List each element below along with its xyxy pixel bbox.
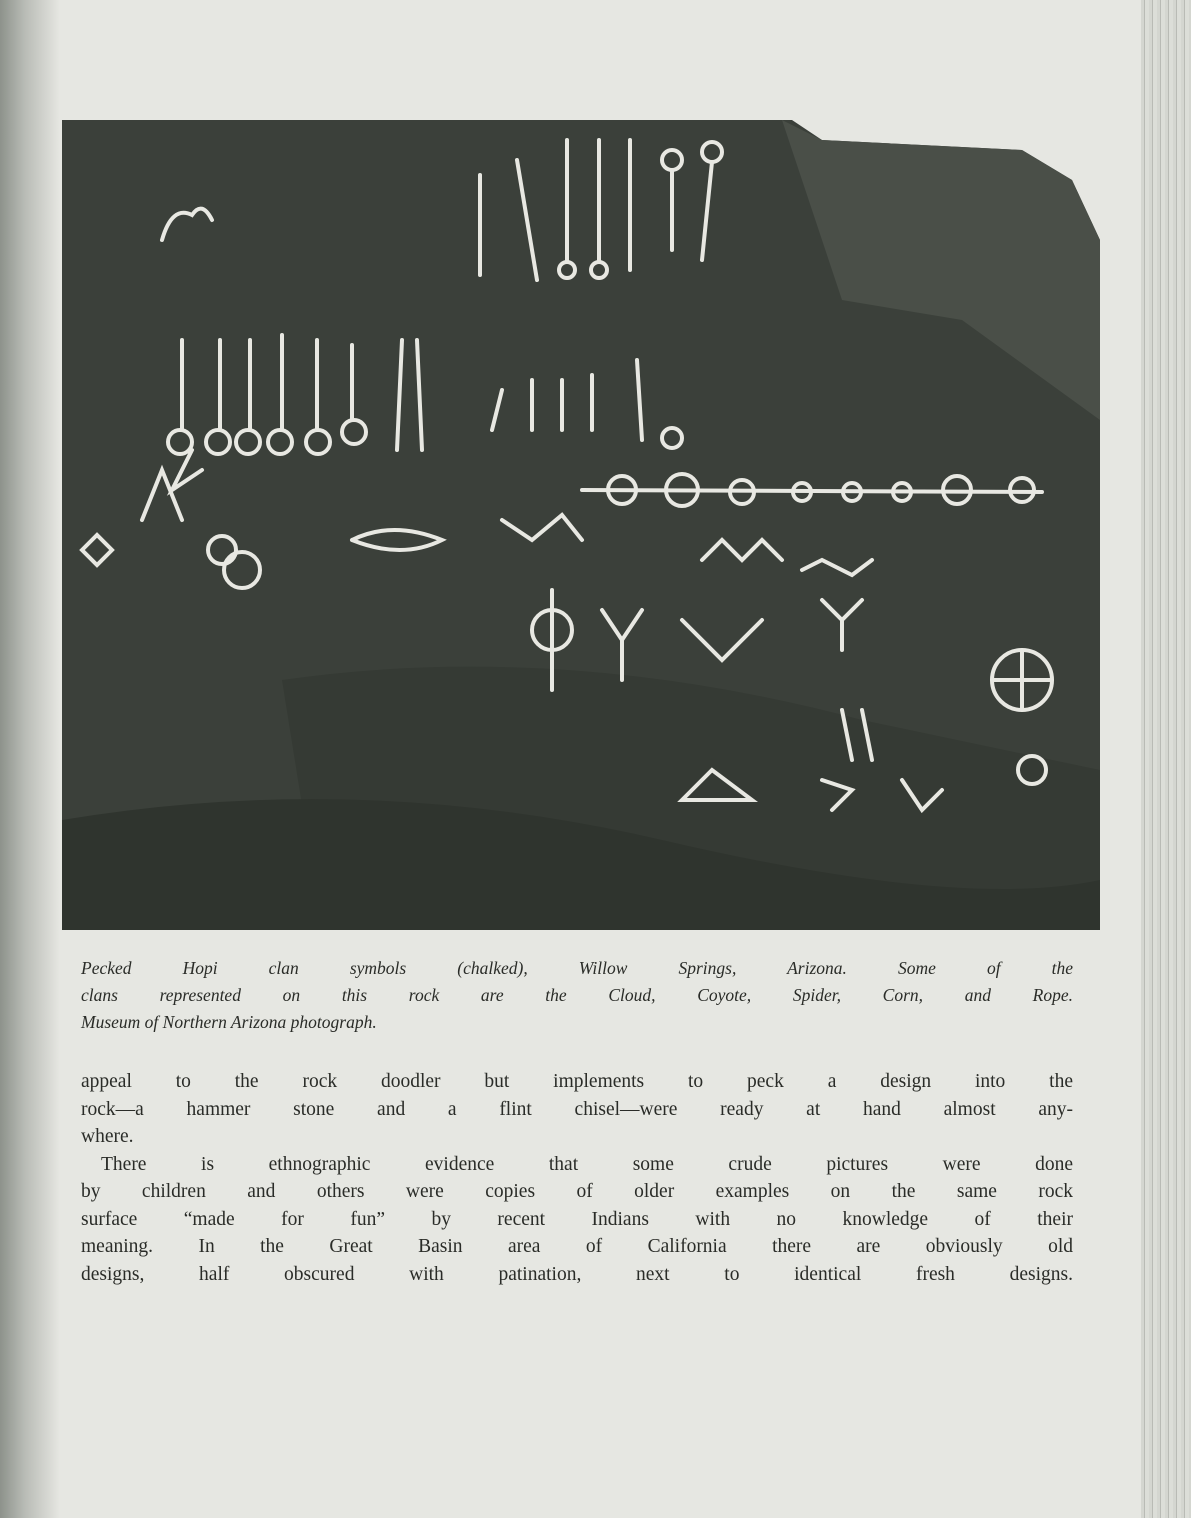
paragraph-1-line: rock—a hammer stone and a flint chisel—were ready at hand almost any- bbox=[81, 1098, 1073, 1120]
figure-caption bbox=[81, 955, 1073, 1036]
paragraph-1-line: where. bbox=[81, 1126, 134, 1147]
paragraph-2-line: by children and others were copies of older examples on the same rock bbox=[81, 1181, 1073, 1202]
caption-line: Museum of Northern Arizona photograph. bbox=[81, 1012, 377, 1032]
caption-line: Pecked Hopi clan symbols (chalked), Willow Springs, Arizona. Some of the bbox=[81, 958, 1073, 978]
body-text bbox=[81, 1068, 1073, 1288]
paragraph-2-line: surface “made for fun” by recent Indians with no knowledge of their bbox=[81, 1208, 1073, 1230]
petroglyph-photograph bbox=[62, 120, 1100, 930]
paragraph-2-line: designs, half obscured with patination, next to identical fresh designs. bbox=[81, 1263, 1073, 1285]
caption-line: clans represented on this rock are the Cloud, Coyote, Spider, Corn, and Rope. bbox=[81, 985, 1073, 1005]
paragraph-2-line: There is ethnographic evidence that some crude pictures were done bbox=[101, 1153, 1073, 1175]
page-edges bbox=[1141, 0, 1191, 1518]
book-gutter bbox=[0, 0, 60, 1518]
paragraph-1-line: appeal to the rock doodler but implements to peck a design into the bbox=[81, 1071, 1073, 1092]
paragraph-2-line: meaning. In the Great Basin area of California there are obviously old bbox=[81, 1236, 1073, 1257]
